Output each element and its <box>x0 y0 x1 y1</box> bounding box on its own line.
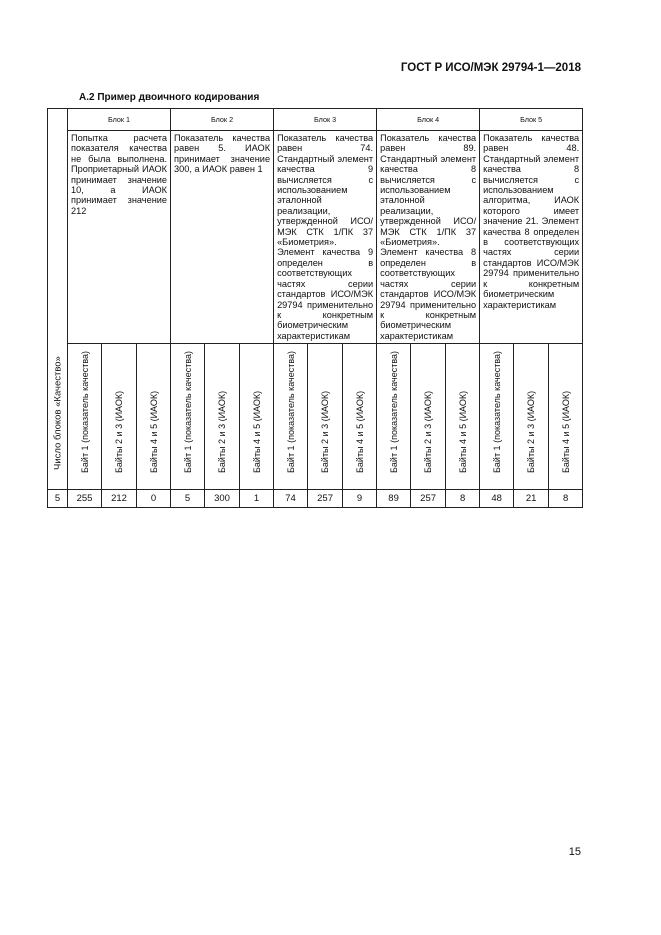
value-cell: 300 <box>205 490 240 508</box>
block-2-description: Показатель качества равен 5. ИАОК принимает значение 300, а ИАОК равен 1 <box>171 131 274 344</box>
value-cell: 21 <box>514 490 549 508</box>
block-2-header: Блок 2 <box>171 109 274 131</box>
value-cell: 9 <box>343 490 377 508</box>
block-1-description: Попытка расчета показателя качества не была выполнена. Проприетарный ИАОК принимает значение 10, а ИАОК принимает значение 212 <box>68 131 171 344</box>
block-5-description: Показатель качества равен 48. Стандартный элемент качества 8 вычисляется с использованием алгоритма, ИАОК которого имеет значение 21. Элемент качества 8 определен в соответствующих частях серии стандартов ИСО/МЭК 29794 применительно к конкретным биометрическим характеристикам <box>480 131 583 344</box>
column-header: Байты 4 и 5 (ИАОК) <box>549 344 583 490</box>
value-cell: 255 <box>68 490 102 508</box>
value-cell: 0 <box>137 490 171 508</box>
column-header: Байт 1 (показатель качества) <box>274 344 308 490</box>
count-cell: 5 <box>48 490 68 508</box>
column-header: Байт 1 (показатель качества) <box>480 344 514 490</box>
value-cell: 48 <box>480 490 514 508</box>
column-header: Байты 4 и 5 (ИАОК) <box>446 344 480 490</box>
value-cell: 257 <box>308 490 343 508</box>
block-1-header: Блок 1 <box>68 109 171 131</box>
column-header: Байт 1 (показатель качества) <box>68 344 102 490</box>
column-header: Байты 2 и 3 (ИАОК) <box>514 344 549 490</box>
block-3-description: Показатель качества равен 74. Стандартный элемент качества 9 вычисляется с использованием эталонной реализации, утвержденной ИСО/МЭК СТК 1/ПК 37 «Биометрия». Элемент качества 9 определен в соответствующих частях серии стандартов ИСО/МЭК 29794 применительно к конкретным биометрическим характеристикам <box>274 131 377 344</box>
value-cell: 89 <box>377 490 411 508</box>
document-header: ГОСТ Р ИСО/МЭК 29794-1—2018 <box>400 62 581 74</box>
value-cell: 74 <box>274 490 308 508</box>
block-4-description: Показатель качества равен 89. Стандартный элемент качества 8 вычисляется с использованием эталонной реализации, утвержденной ИСО/МЭК СТК 1/ПК 37 «Биометрия». Элемент качества 8 определен в соответствующих частях серии стандартов ИСО/МЭК 29794 применительно к конкретным биометрическим характеристикам <box>377 131 480 344</box>
column-header: Байты 2 и 3 (ИАОК) <box>102 344 137 490</box>
block-4-header: Блок 4 <box>377 109 480 131</box>
encoding-table <box>47 108 583 508</box>
column-header: Байты 2 и 3 (ИАОК) <box>411 344 446 490</box>
column-header: Байты 2 и 3 (ИАОК) <box>308 344 343 490</box>
column-header: Байты 4 и 5 (ИАОК) <box>240 344 274 490</box>
value-cell: 8 <box>446 490 480 508</box>
column-header: Байт 1 (показатель качества) <box>171 344 205 490</box>
quality-blocks-count-header <box>48 109 68 490</box>
value-cell: 5 <box>171 490 205 508</box>
value-cell: 212 <box>102 490 137 508</box>
block-5-header: Блок 5 <box>480 109 583 131</box>
column-header: Байты 4 и 5 (ИАОК) <box>137 344 171 490</box>
page-number: 15 <box>568 846 581 858</box>
value-cell: 1 <box>240 490 274 508</box>
corner-label: Число блоков «Качество» <box>52 356 63 471</box>
value-cell: 8 <box>549 490 583 508</box>
column-header: Байты 4 и 5 (ИАОК) <box>343 344 377 490</box>
block-3-header: Блок 3 <box>274 109 377 131</box>
section-title: А.2 Пример двоичного кодирования <box>79 92 260 103</box>
column-header: Байт 1 (показатель качества) <box>377 344 411 490</box>
table-row <box>48 490 583 508</box>
column-header: Байты 2 и 3 (ИАОК) <box>205 344 240 490</box>
value-cell: 257 <box>411 490 446 508</box>
